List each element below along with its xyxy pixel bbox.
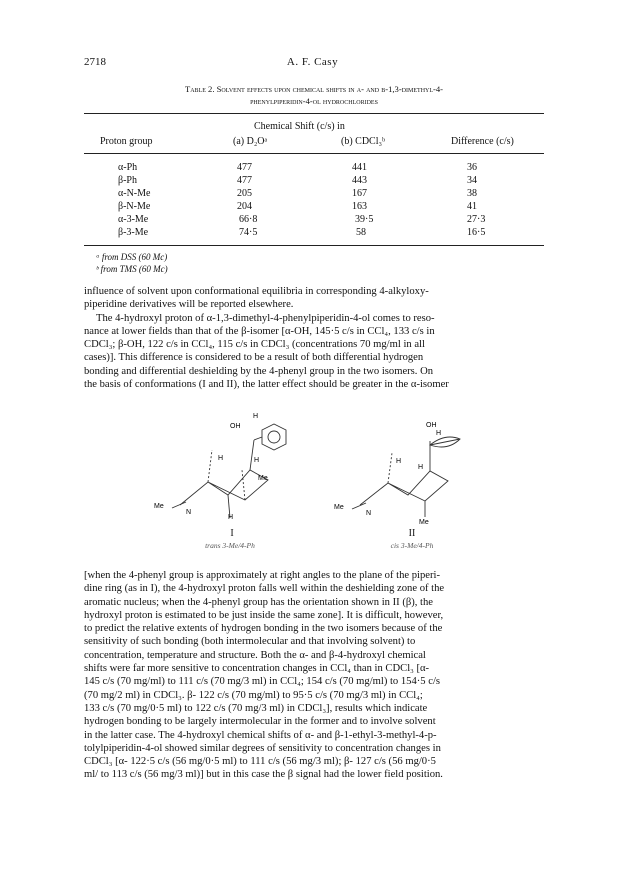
table-cell: 204 — [237, 201, 252, 212]
atom-me-n: Me — [334, 504, 344, 511]
table-cell: 205 — [237, 188, 252, 199]
atom-oh: OH — [426, 422, 437, 429]
table-cell: 39·5 — [355, 214, 374, 225]
atom-h: H — [396, 458, 402, 465]
table-cell: 477 — [237, 162, 252, 173]
atom-h-top: H — [436, 430, 442, 437]
text-line: to predict the relative extents of hydrogen bonding in the two isomers because of the — [84, 623, 443, 635]
atom-h: H — [254, 457, 260, 464]
text-line: the basis of conformations (I and II), the latter effect should be greater in the α-isomer — [84, 379, 449, 391]
table-cell: 167 — [352, 188, 367, 199]
header-d2o: (a) D₂Oᵃ — [233, 136, 268, 147]
text-line: nance at lower fields than that of the β-isomer [α-OH, 145·5 c/s in CCl₄, 133 c/s in — [84, 325, 435, 337]
text-line: aromatic nucleus; when the 4-phenyl group has the orientation shown in II (β), the — [84, 596, 434, 608]
text-line: shifts were far more sensitive to concentration changes in CCl₄ than in CDCl₃ [α- — [84, 663, 430, 675]
table-caption-line-1: Table 2. Solvent effects upon chemical shifts in α- and β-1,3-dimethyl-4- — [184, 84, 444, 94]
text-line: CDCl₃ [α- 122·5 c/s (56 mg/0·5 ml) to 111 c/s (56 mg/3 ml); β- 127 c/s (56 mg/0·5 — [84, 756, 436, 768]
table-cell: β-Ph — [118, 175, 137, 186]
table-cell: 477 — [237, 175, 252, 186]
page-number: 2718 — [84, 56, 106, 68]
table-cell: 58 — [356, 227, 366, 238]
table-cell: β-3-Me — [118, 227, 149, 238]
text-line: sensitivity of such bonding (both intermolecular and that involving solvent) to — [84, 636, 416, 648]
table-cell: α-3-Me — [118, 214, 149, 225]
atom-h-top: H — [253, 413, 259, 420]
header-proton-group: Proton group — [100, 136, 153, 147]
table-cell: 36 — [467, 162, 477, 173]
body-paragraph-2 — [84, 569, 544, 782]
table-bottom-rule — [84, 245, 544, 246]
atom-me-n: Me — [154, 503, 164, 510]
table-cell: 441 — [352, 162, 367, 173]
footnote-a: ᵃ from DSS (60 Mc) — [96, 252, 168, 262]
structure-II-label: II — [408, 528, 416, 539]
text-line: CDCl₃; β-OH, 122 c/s in CCl₄, 115 c/s in CDCl₃ (concentrations 70 mg/ml in all — [84, 339, 425, 351]
table-top-rule — [84, 113, 544, 114]
table-cell: α-N-Me — [118, 188, 151, 199]
table-cell: 74·5 — [239, 227, 258, 238]
table-cell: 38 — [467, 188, 477, 199]
table-caption-line-2: phenylpiperidin-4-ol hydrochlorides — [250, 96, 378, 106]
text-line: The 4-hydroxyl proton of α-1,3-dimethyl-4-phenylpiperidin-4-ol comes to reso- — [96, 312, 435, 324]
structure-I-diagram — [150, 400, 320, 520]
structure-II-diagram — [330, 405, 500, 525]
footnote-b: ᵇ from TMS (60 Mc) — [96, 264, 168, 274]
structure-I-label: I — [230, 528, 234, 539]
text-line: ml/ to 113 c/s (56 mg/3 ml)] but in this case the β signal had the lower field position. — [84, 769, 443, 781]
text-line: bonding and differential deshielding by the 4-phenyl group in the two isomers. On — [84, 365, 434, 377]
atom-n: N — [366, 510, 372, 517]
atom-me-ring: Me — [258, 475, 268, 482]
body-paragraph-1 — [84, 285, 544, 391]
table-cell: 34 — [467, 175, 477, 186]
table-cell: 16·5 — [467, 227, 486, 238]
table-cell: α-Ph — [118, 162, 138, 173]
atom-h: H — [218, 455, 224, 462]
table-cell: 443 — [352, 175, 367, 186]
table-cell: 27·3 — [467, 214, 486, 225]
table-cell: 66·8 — [239, 214, 258, 225]
text-line: influence of solvent upon conformational equilibria in corresponding 4-alkyloxy- — [84, 286, 429, 297]
structure-II-caption: cis 3-Me/4-Ph — [390, 541, 434, 550]
text-line: cases)]. This difference is considered to be a result of both differential hydrogen — [84, 352, 424, 364]
text-line: 145 c/s (70 mg/ml) to 111 c/s (70 mg/3 ml) in CCl₄; 154 c/s (70 mg/ml) to 154·5 c/s — [84, 676, 441, 688]
text-line: 133 c/s (70 mg/0·5 ml) to 122 c/s (70 mg/3 ml) in CDCl₃], results which indicate — [84, 702, 428, 714]
atom-n: N — [186, 509, 192, 516]
text-line: [when the 4-phenyl group is approximately at right angles to the plane of the piperi- — [84, 570, 440, 581]
column-group-header: Chemical Shift (c/s) in — [254, 121, 345, 132]
text-line: hydrogen bonding to be largely intermolecular in the former and to involve solvent — [84, 716, 436, 728]
text-line: in the latter case. The 4-hydroxyl chemical shifts of α- and β-1-ethyl-3-methyl-4-p- — [84, 729, 437, 741]
atom-oh: OH — [230, 423, 241, 430]
table-caption — [84, 83, 544, 107]
atom-h: H — [418, 464, 424, 471]
structure-I-caption: trans 3-Me/4-Ph — [205, 541, 255, 550]
atom-h-n: H — [228, 514, 234, 520]
text-line: hydroxyl proton is estimated to be just inside the same zone]. It is difficult, however, — [84, 609, 444, 621]
text-line: concentration, temperature and structure. Both the α- and β-4-hydroxyl chemical — [84, 649, 426, 661]
table-header-rule — [84, 153, 544, 154]
header-difference: Difference (c/s) — [451, 136, 514, 147]
atom-me-bottom: Me — [419, 519, 429, 525]
text-line: tolylpiperidin-4-ol showed similar degrees of sensitivity to concentration changes in — [84, 742, 441, 754]
header-cdcl3: (b) CDCl₃ᵇ — [341, 136, 386, 147]
text-line: dine ring (as in I), the 4-hydroxyl proton falls well within the deshielding zone of the — [84, 583, 445, 595]
text-line: (70 mg/2 ml) in CDCl₃. β- 122 c/s (70 mg/ml) to 95·5 c/s (70 mg/3 ml) in CCl₄; — [84, 689, 423, 701]
text-line: piperidine derivatives will be reported elsewhere. — [84, 299, 294, 311]
table-cell: 41 — [467, 201, 477, 212]
table-cell: β-N-Me — [118, 201, 151, 212]
running-author: A. F. Casy — [286, 56, 339, 68]
table-cell: 163 — [352, 201, 367, 212]
